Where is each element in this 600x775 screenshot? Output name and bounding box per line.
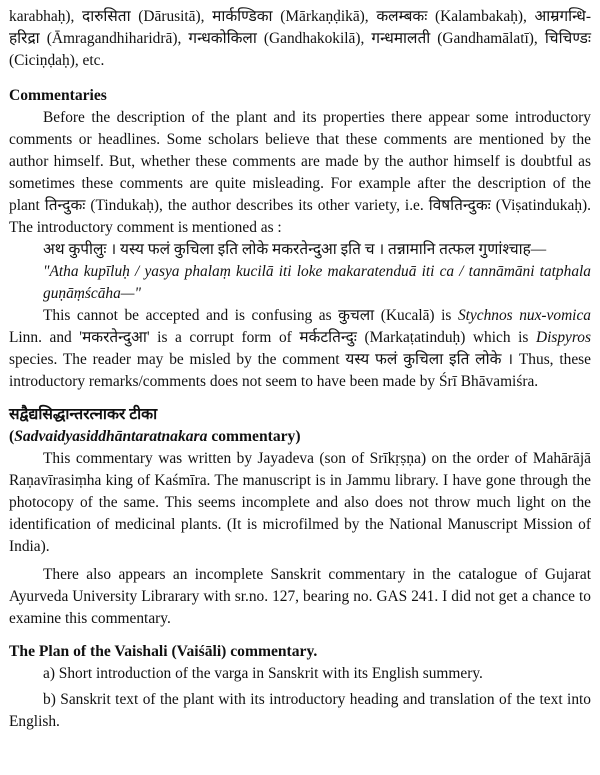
intro-paragraph: karabhaḥ), दारुसिता (Dārusitā), मार्कण्डिका (Mārkaṇḍikā), कलम्बकः (Kalambakaḥ), आम्रगन्धि-हरिद्रा (Āmragandhiharidrā), गन्धकोकिला (Gandhakokilā), गन्धमालती (Gandhamālatī), चिचिण्डः (Ciciṇḍaḥ), etc. — [9, 8, 591, 69]
plan-section — [9, 641, 591, 733]
quote-transliteration: "Atha kupīluḥ / yasya phalaṃ kucilā iti loke makaratenduā iti ca / tannāmāni tatphala guṇāṃścāha—" — [43, 263, 591, 302]
sadvaidya-section — [9, 404, 591, 630]
species-name-stychnos: Stychnos nux-vomica — [457, 307, 591, 324]
commentaries-heading: Commentaries — [9, 87, 107, 104]
sadvaidya-paragraph-1: This commentary was written by Jayadeva (son of Srīkṛṣṇa) on the order of Mahārājā Raṇavīrasiṃha king of Kaśmīra. The manuscript is in Jammu library. I have gone through the photocopy of the same. This seems incomplete and also does not throw much light on the identification of medicinal plants. (It is microfilmed by the National Manuscript Mission of India). — [9, 450, 591, 555]
para2-text-b: Linn. and 'मकरतेन्दुआ' is a corrupt form of मर्कटतिन्दुः (Markaṭatinduḥ) which is — [9, 329, 536, 346]
para2-text-c: species. The reader may be misled by the comment यस्य फलं कुचिला इति लोके । Thus, these introductory remarks/comments does not seem to have been made by Śrī Bhāvamiśra. — [9, 351, 591, 390]
para2-text-a: This cannot be accepted and is confusing as कुचला (Kucalā) is — [43, 307, 458, 324]
sadvaidya-heading-devanagari: सद्वैद्यसिद्धान्तरत्नाकर टीका — [9, 406, 158, 423]
plan-item-a: a) Short introduction of the varga in Sanskrit with its English summery. — [43, 665, 483, 682]
species-name-dispyros: Dispyros — [535, 329, 591, 346]
plan-item-b: b) Sanskrit text of the plant with its introductory heading and translation of the text into English. — [9, 691, 591, 730]
sadvaidya-paragraph-2: There also appears an incomplete Sanskrit commentary in the catalogue of Gujarat Ayurveda University Librarary with sr.no. 127, bearing no. GAS 241. I did not get a chance to examine this commentary. — [9, 566, 591, 627]
commentaries-paragraph-2 — [9, 305, 591, 393]
heading-roman-italic: Sadvaidyasiddhāntaratnakara — [14, 428, 208, 445]
plan-heading: The Plan of the Vaishali (Vaiśāli) commentary. — [9, 643, 318, 660]
heading-roman-close: commentary) — [207, 428, 301, 445]
commentaries-paragraph-1: Before the description of the plant and its properties there appear some introductory comments or headlines. Some scholars believe that these comments are mentioned by the author himself. But, whether these comments are made by the author himself is doubtful as sometimes these comments are quite misleading. For example after the description of the plant तिन्दुकः (Tindukaḥ), the author describes its other variety, i.e. विषतिन्दुकः (Viṣatindukaḥ). The introductory comment is mentioned as : — [9, 109, 591, 236]
commentaries-section — [9, 85, 591, 393]
quote-devanagari: अथ कुपीलुः । यस्य फलं कुचिला इति लोके मकरतेन्दुआ इति च । तन्नामानि तत्फल गुणांश्चाह— — [43, 241, 547, 258]
heading-roman-open: ( — [9, 428, 15, 445]
sadvaidya-heading-roman — [9, 426, 591, 448]
